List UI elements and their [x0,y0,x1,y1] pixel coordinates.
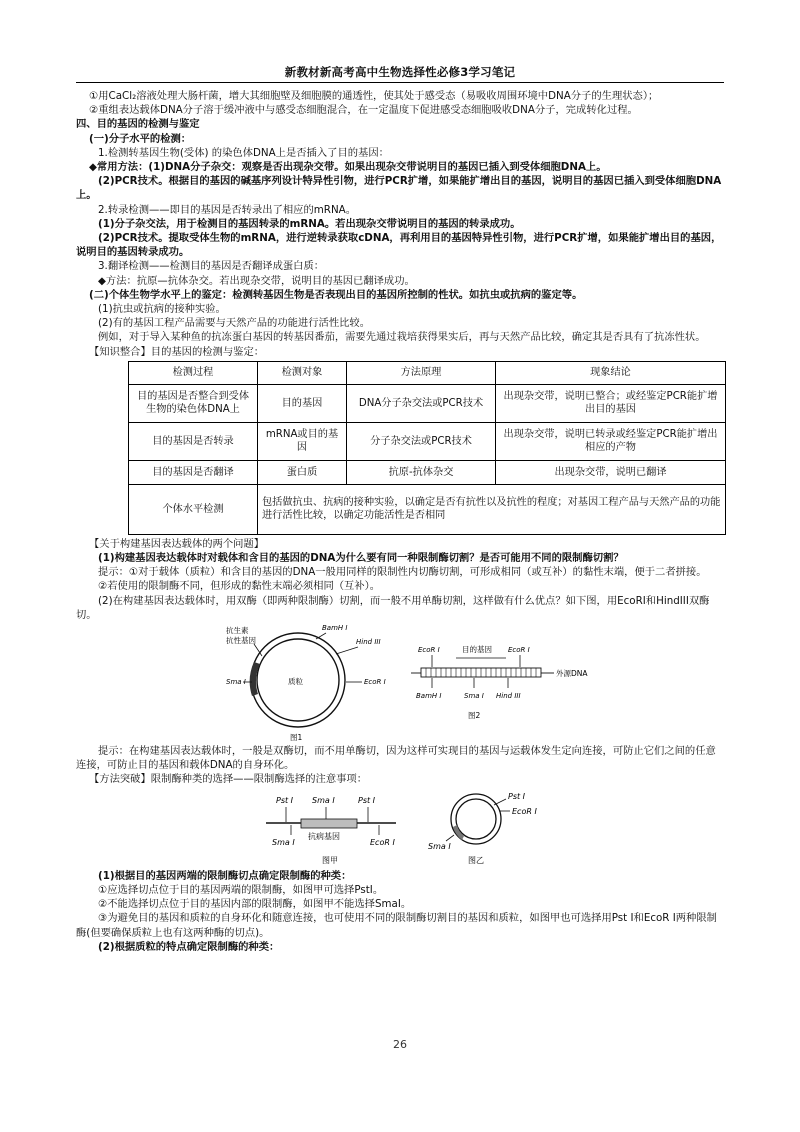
table-cell: 个体水平检测 [129,484,258,534]
table-cell: 目的基因是否转录 [129,422,258,460]
paragraph: 【知识整合】目的基因的检测与鉴定： [89,345,265,358]
table-cell: DNA分子杂交法或PCR技术 [347,384,496,422]
paragraph: ②重组表达载体DNA分子溶于缓冲液中与感受态细胞混合，在一定温度下促进感受态细胞吸收DNA分子，完成转化过程。 [89,104,638,117]
fig1-label-ecori: EcoR I [364,678,386,687]
paragraph: (2)PCR技术。提取受体生物的mRNA，进行逆转录获取cDNA，再利用目的基因特异性引物，进行PCR扩增，如果能扩增出目的基因，说明目的基因转录成功。 [76,232,722,259]
page-header-title: 新教材新高考高中生物选择性必修3学习笔记 [284,65,516,79]
fig2-label-smai: Sma I [464,692,484,701]
fig2-label-ecori-right: EcoR I [508,646,530,655]
figure3-gene-segment [266,796,396,865]
paragraph: (2)在构建基因表达载体时，用双酶（即两种限制酶）切割，而一般不用单酶切割，这样做有什么优点？如下图，用EcoRI和HindIII双酶切。 [76,594,710,621]
table-row [129,460,726,484]
paragraph: ①用CaCl₂溶液处理大肠杆菌，增大其细胞壁及细胞膜的通透性，使其处于感受态（易吸收周围环境中DNA分子的生理状态）； [89,90,659,102]
figure1-plasmid [226,624,386,742]
fig3-label-smai-top: Sma I [312,795,335,805]
fig1-label-resistance: 抗生素 [226,626,249,636]
table-cell: 目的基因是否翻译 [129,460,258,484]
paragraph: ②若使用的限制酶不同，但形成的黏性末端必须相同（互补）。 [98,580,381,593]
fig1-label-resistance-gene: 抗性基因 [226,636,256,646]
fig2-caption: 图2 [468,711,481,721]
table-cell: 出现杂交带，说明已整合；或经鉴定PCR能扩增出目的基因 [496,384,726,422]
figure2-foreign-dna [411,644,588,720]
figure4-plasmid [428,792,537,865]
paragraph: (1)根据目的基因两端的限制酶切点确定限制酶的种类： [98,869,352,882]
figure-row-2 [76,787,726,869]
section-heading: 四、目的基因的检测与鉴定 [76,118,200,131]
table-cell: 出现杂交带，说明已翻译 [496,460,726,484]
fig2-label-ecori-left: EcoR I [418,646,440,655]
paragraph: (1)构建基因表达载体时对载体和含目的基因的DNA为什么要有同一种限制酶切割？是否可能用不同的限制酶切割？ [98,552,624,565]
paragraph: ◆方法：抗原—抗体杂交。若出现杂交带，说明目的基因已翻译成功。 [98,274,415,287]
paragraph: 【关于构建基因表达载体的两个问题】 [89,537,265,550]
paragraph: 3.翻译检测——检测目的基因是否翻译成蛋白质： [98,260,325,273]
table-cell: 抗原-抗体杂交 [347,460,496,484]
paragraph: 【方法突破】限制酶种类的选择——限制酶选择的注意事项： [89,773,368,786]
paragraph: 提示：①对于载体（质粒）和含目的基因的DNA一般用同样的限制性内切酶切割，可形成相同（或互补）的黏性末端，便于二者拼接。 [98,566,707,579]
fig4-label-psti: Pst I [508,791,526,801]
figure-row-1 [76,622,726,744]
restriction-figures [76,787,726,869]
fig4-caption: 图乙 [468,855,484,865]
header-rule [76,82,724,83]
paragraph: 1.检测转基因生物(受体) 的染色体DNA上是否插入了目的基因： [98,146,389,159]
table-cell: 分子杂交法或PCR技术 [347,422,496,460]
paragraph: (2)PCR技术。根据目的基因的碱基序列设计特异性引物，进行PCR扩增，如果能扩增出目的基因，说明目的基因已插入到受体细胞DNA上。 [76,175,722,202]
paragraph: 例如，对于导入某种鱼的抗冻蛋白基因的转基因番茄，需要先通过栽培获得果实后，再与天然产品比较，确定其是否具有了抗冻性状。 [98,331,706,344]
table-cell: 目的基因是否整合到受体生物的染色体DNA上 [129,384,258,422]
table-header-cell: 现象结论 [496,361,726,384]
fig3-label-smai-bottom: Sma I [272,837,295,847]
paragraph: ①应选择切点位于目的基因两端的限制酶，如图甲可选择PstI。 [98,883,384,896]
fig3-label-gene: 抗病基因 [308,831,340,841]
fig4-label-smai: Sma I [428,841,451,851]
fig2-label-bamhi: BamH I [416,692,442,701]
table-cell: mRNA或目的基因 [258,422,347,460]
page-number: 26 [393,1038,407,1051]
table-header-row [129,361,726,384]
fig4-label-ecori: EcoR I [512,806,537,816]
fig1-label-hindiii: Hind III [356,638,381,647]
table-row [129,422,726,460]
fig3-label-psti-right: Pst I [358,795,376,805]
table-cell: 出现杂交带，说明已转录或经鉴定PCR能扩增出相应的产物 [496,422,726,460]
table-header-cell: 方法原理 [347,361,496,384]
paragraph: (2)有的基因工程产品需要与天然产品的功能进行活性比较。 [98,317,371,330]
plasmid-figures [76,622,726,744]
paragraph: (1)抗虫或抗病的接种实验。 [98,303,226,316]
fig3-caption: 图甲 [322,855,338,865]
table-row [129,384,726,422]
table-cell: 包括做抗虫、抗病的接种实验，以确定是否有抗性以及抗性的程度；对基因工程产品与天然产品的功能进行活性比较，以确定功能活性是否相同 [258,484,726,534]
fig1-label-bamhi: BamH I [322,624,348,633]
paragraph: (2)根据质粒的特点确定限制酶的种类： [98,940,280,953]
paragraph: ③为避免目的基因和质粒的自身环化和随意连接，也可使用不同的限制酶切割目的基因和质粒，如图甲也可选择用Pst I和EcoR I两种限制酶(但要确保质粒上也有这两种酶的切点)。 [76,912,717,939]
table-cell: 蛋白质 [258,460,347,484]
fig1-label-smai: Sma I [226,678,246,687]
document-body [76,89,726,954]
paragraph: 提示：在构建基因表达载体时，一般是双酶切，而不用单酶切，因为这样可实现目的基因与运载体发生定向连接，可防止它们之间的任意连接，可防止目的基因和载体DNA的自身环化。 [76,745,716,772]
fig2-label-target-gene: 目的基因 [462,645,492,655]
table-row [129,484,726,534]
detection-table [128,361,726,535]
fig1-caption: 图1 [290,733,303,743]
fig2-label-foreign-dna: 外源DNA [556,669,588,679]
paragraph: 2.转录检测——即目的基因是否转录出了相应的mRNA。 [98,203,356,216]
fig3-label-psti-left: Pst I [276,795,294,805]
paragraph: (二)个体生物学水平上的鉴定：检测转基因生物是否表现出目的基因所控制的性状。如抗虫或抗病的鉴定等。 [89,288,583,301]
paragraph: ②不能选择切点位于目的基因内部的限制酶，如图甲不能选择SmaI。 [98,898,412,911]
paragraph: ◆常用方法：(1)DNA分子杂交：观察是否出现杂交带。如果出现杂交带说明目的基因已插入到受体细胞DNA上。 [89,161,607,174]
table-header-cell: 检测过程 [129,361,258,384]
fig3-label-ecori: EcoR I [370,837,395,847]
subsection-heading: (一)分子水平的检测： [89,132,192,145]
fig1-label-plasmid: 质粒 [288,677,303,687]
table-cell: 目的基因 [258,384,347,422]
table-header-cell: 检测对象 [258,361,347,384]
paragraph: (1)分子杂交法，用于检测目的基因转录的mRNA。若出现杂交带说明目的基因的转录成功。 [98,217,521,230]
fig2-label-hindiii: Hind III [496,692,521,701]
